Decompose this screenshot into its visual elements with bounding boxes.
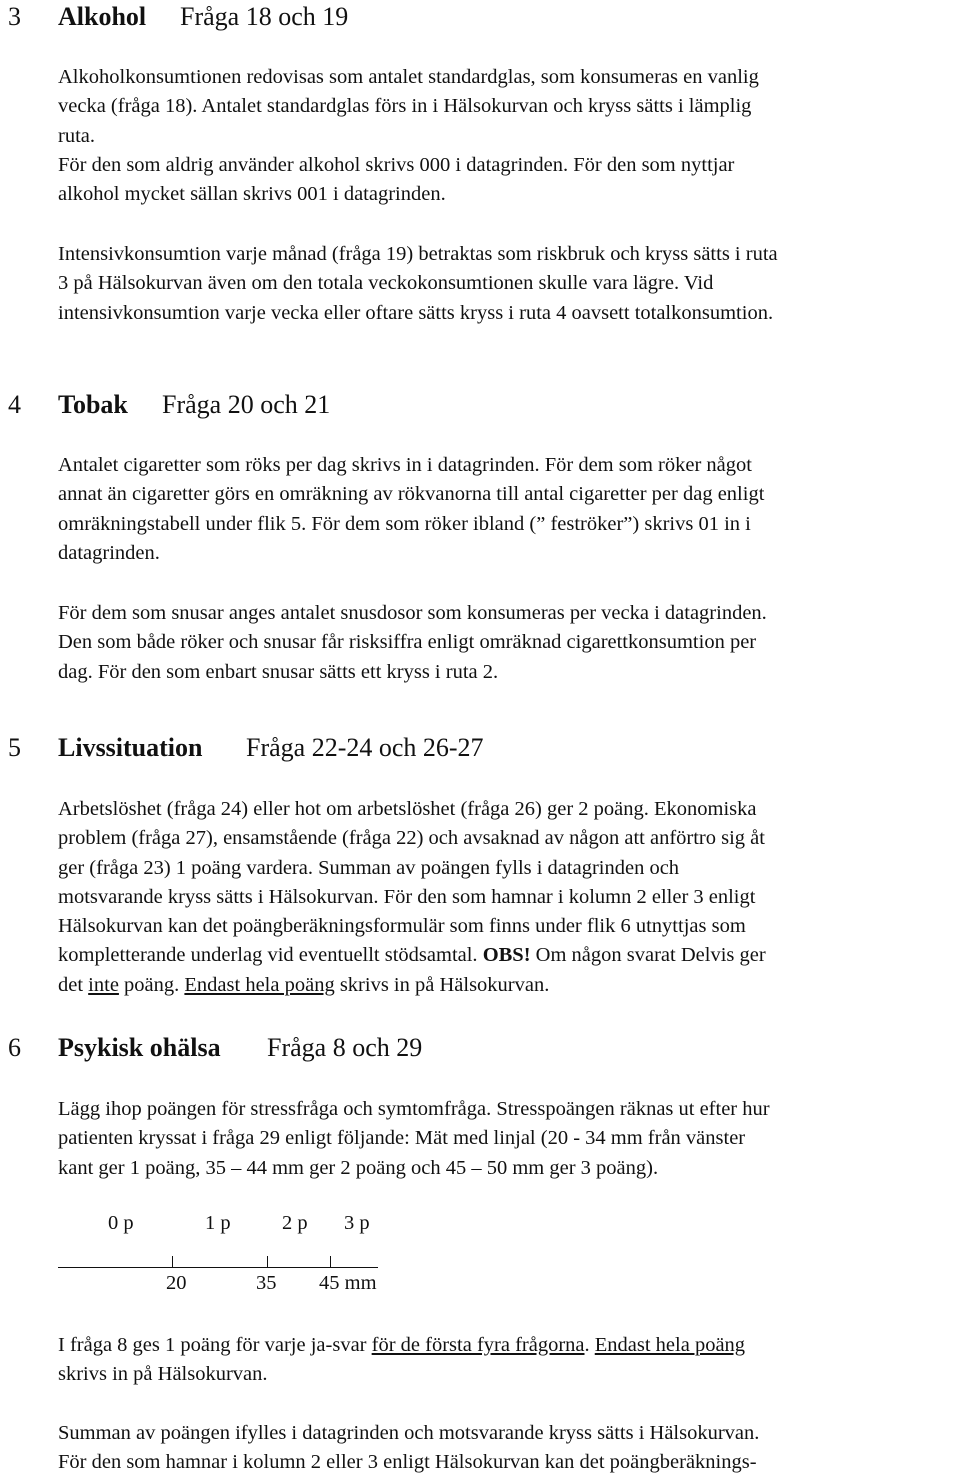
scale-label: 3 p — [344, 1212, 370, 1234]
text-fragment: skrivs in på Hälsokurvan. — [339, 973, 550, 996]
obs-label: OBS! — [482, 944, 531, 967]
section-subtitle: Fråga 18 och 19 — [180, 2, 349, 31]
text-line: Antalet cigaretter som röks per dag skrivs in i datagrinden. För dem som röker något — [58, 454, 752, 476]
text-line: patienten kryssat i fråga 29 enligt följande: Mät med linjal (20 - 34 mm från vänster — [58, 1127, 746, 1150]
text-fragment: I fråga 8 ges 1 poäng för varje ja-svar — [58, 1334, 367, 1356]
text-line: Lägg ihop poängen för stressfråga och symtomfråga. Stresspoängen räknas ut efter hur — [58, 1098, 770, 1120]
section-number: 4 — [8, 390, 21, 419]
underlined-text: inte — [88, 973, 119, 996]
paragraph — [58, 240, 778, 328]
text-line: omräkningstabell under flik 5. För dem som röker ibland (” feströker”) skrivs 01 in i — [58, 512, 751, 535]
text-line: Alkoholkonsumtionen redovisas som antalet standardglas, som konsumeras en vanlig — [58, 66, 759, 88]
section-number: 5 — [8, 733, 21, 762]
section-title: Livssituation — [58, 733, 203, 762]
section-number: 3 — [8, 2, 21, 31]
text-line — [58, 941, 766, 970]
text-line: Den som både röker och snusar får risksiffra enligt omräknad cigarettkonsumtion per — [58, 631, 757, 654]
section-title: Tobak — [58, 390, 128, 419]
paragraph — [58, 1095, 770, 1183]
scale-tick — [330, 1256, 331, 1268]
text-fragment: Om någon svarat Delvis ger — [535, 944, 766, 967]
paragraph — [58, 599, 767, 687]
text-line — [58, 971, 766, 1000]
text-line: vecka (fråga 18). Antalet standardglas förs in i Hälsokurvan och kryss sätts i lämplig — [58, 95, 752, 118]
scale-tick — [172, 1256, 173, 1268]
underlined-text: Endast hela poäng — [184, 973, 335, 996]
scale-label: 0 p — [108, 1212, 134, 1234]
text-line: kant ger 1 poäng, 35 – 44 mm ger 2 poäng och 45 – 50 mm ger 3 poäng). — [58, 1156, 659, 1179]
text-line: problem (fråga 27), ensamstående (fråga 22) och avsaknad av någon att anförtro sig åt — [58, 827, 765, 850]
text-line: intensivkonsumtion varje vecka eller oftare sätts kryss i ruta 4 oavsett totalkonsumtion. — [58, 301, 774, 324]
text-line: ruta. — [58, 124, 95, 147]
text-line: ger (fråga 23) 1 poäng vardera. Summan av poängen fylls i datagrinden och — [58, 856, 680, 879]
paragraph — [58, 63, 759, 209]
text-line: Summan av poängen ifylles i datagrinden och motsvarande kryss sätts i Hälsokurvan. — [58, 1422, 760, 1444]
section-subtitle: Fråga 22-24 och 26-27 — [246, 733, 484, 762]
scale-mm-label: 35 — [256, 1272, 277, 1294]
text-line: För den som aldrig använder alkohol skrivs 000 i datagrinden. För den som nyttjar — [58, 153, 735, 176]
text-fragment: det — [58, 973, 84, 996]
scale-label: 2 p — [282, 1212, 308, 1234]
underlined-text: för de första fyra frågorna — [371, 1334, 585, 1356]
text-line: Intensivkonsumtion varje månad (fråga 19) betraktas som riskbruk och kryss sätts i ruta — [58, 243, 778, 265]
text-fragment: kompletterande underlag vid eventuellt stödsamtal. — [58, 944, 478, 967]
scale-label: 1 p — [205, 1212, 231, 1234]
paragraph — [58, 1419, 759, 1478]
text-fragment: . — [584, 1334, 590, 1356]
text-line: alkohol mycket sällan skrivs 001 i datagrinden. — [58, 183, 446, 206]
section-number: 6 — [8, 1033, 21, 1062]
text-line: Arbetslöshet (fråga 24) eller hot om arbetslöshet (fråga 26) ger 2 poäng. Ekonomiska — [58, 798, 757, 820]
scale-mm-label: 45 mm — [319, 1272, 377, 1294]
text-line: För dem som snusar anges antalet snusdosor som konsumeras per vecka i datagrinden. — [58, 602, 767, 624]
scale-mm-label: 20 — [166, 1272, 187, 1294]
paragraph — [58, 795, 766, 1000]
text-line: 3 på Hälsokurvan även om den totala veckokonsumtionen skulle vara lägre. Vid — [58, 272, 714, 295]
text-line: annat än cigaretter görs en omräkning av rökvanorna till antal cigaretter per dag enligt — [58, 483, 765, 506]
stress-scale-diagram — [58, 1212, 398, 1302]
section-title: Alkohol — [58, 2, 147, 31]
paragraph — [58, 451, 764, 568]
text-line: dag. För den som enbart snusar sätts ett kryss i ruta 2. — [58, 660, 499, 683]
text-fragment: poäng. — [124, 973, 180, 996]
text-line: motsvarande kryss sätts i Hälsokurvan. För den som hamnar i kolumn 2 eller 3 enligt — [58, 885, 756, 908]
section-subtitle: Fråga 20 och 21 — [162, 390, 331, 419]
text-line — [58, 1331, 745, 1360]
section-subtitle: Fråga 8 och 29 — [267, 1033, 423, 1062]
text-line: För den som hamnar i kolumn 2 eller 3 enligt Hälsokurvan kan det poängberäknings- — [58, 1451, 757, 1474]
text-line: skrivs in på Hälsokurvan. — [58, 1363, 268, 1386]
section-title: Psykisk ohälsa — [58, 1033, 221, 1062]
scale-tick — [267, 1256, 268, 1268]
text-line: datagrinden. — [58, 541, 160, 564]
text-line: Hälsokurvan kan det poängberäkningsformulär som finns under flik 6 utnyttjas som — [58, 915, 746, 938]
underlined-text: Endast hela poäng — [594, 1334, 746, 1356]
paragraph — [58, 1331, 745, 1390]
